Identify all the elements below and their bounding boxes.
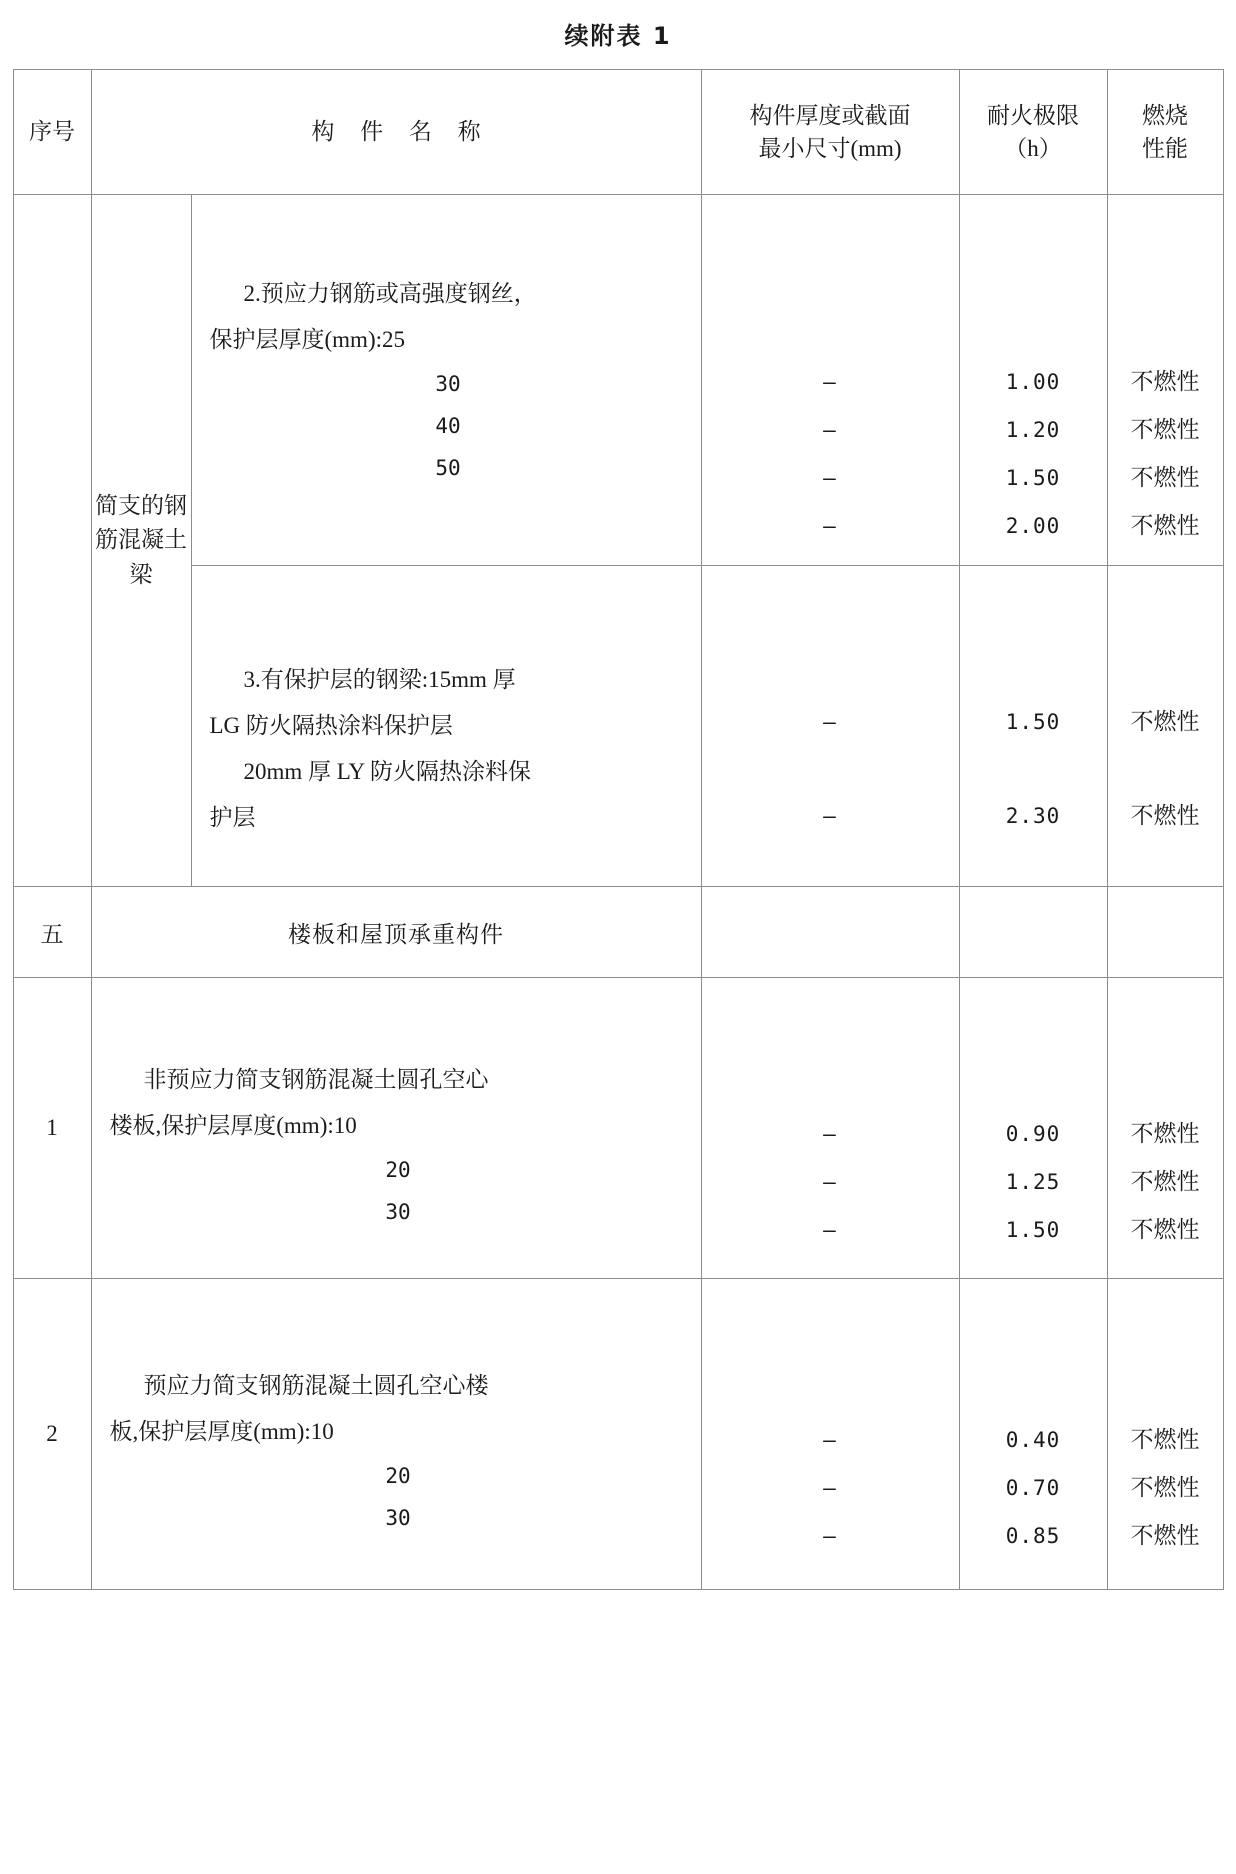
item2-limit-2: 0.85 — [1005, 1524, 1061, 1548]
block1-title-line1: 2.预应力钢筋或高强度钢丝， — [243, 281, 537, 306]
block2-burn-1: 不燃性 — [1130, 803, 1200, 828]
block2-thickness-0: — — [823, 710, 837, 734]
block-burn-cell-1 — [1107, 195, 1223, 566]
block2-title-line1: 3.有保护层的钢梁:15mm 厚 — [243, 667, 516, 692]
item2-title-line1: 预应力简支钢筋混凝土圆孔空心楼 — [143, 1373, 489, 1398]
block1-limit-1: 1.20 — [1005, 418, 1061, 442]
block-name-cell-2 — [191, 566, 701, 887]
item2-sub-30: 30 — [385, 1506, 411, 1530]
item1-limit-2: 1.50 — [1005, 1218, 1061, 1242]
section-limit — [959, 887, 1107, 978]
item1-thickness-1: — — [823, 1170, 837, 1194]
item1-burn-0: 不燃性 — [1130, 1121, 1200, 1146]
header-seq: 序号 — [13, 70, 91, 195]
block2-title-line4: 护层 — [209, 805, 256, 830]
header-name-label: 构 件 名 称 — [311, 119, 491, 145]
header-name — [91, 70, 701, 195]
block2-limit-0: 1.50 — [1005, 710, 1061, 734]
item2-sub-20: 20 — [385, 1464, 411, 1488]
block-burn-cell-2 — [1107, 566, 1223, 887]
block1-sub-40: 40 — [435, 414, 461, 438]
header-thickness — [701, 70, 959, 195]
item1-title-line1: 非预应力简支钢筋混凝土圆孔空心 — [143, 1067, 489, 1092]
header-limit — [959, 70, 1107, 195]
block-thickness-cell-2 — [701, 566, 959, 887]
page-title: 续附表 1 — [564, 22, 672, 50]
item2-burn-1: 不燃性 — [1130, 1475, 1200, 1500]
block2-thickness-1: — — [823, 804, 837, 828]
block1-burn-0: 不燃性 — [1130, 369, 1200, 394]
block2-limit-1: 2.30 — [1005, 804, 1061, 828]
block1-burn-3: 不燃性 — [1130, 513, 1200, 538]
block-limit-cell-2 — [959, 566, 1107, 887]
block1-thickness-3: — — [823, 514, 837, 538]
table-row — [13, 1279, 1223, 1590]
item2-limit-0: 0.40 — [1005, 1428, 1061, 1452]
item1-seq: 1 — [13, 978, 91, 1279]
item1-thickness-cell — [701, 978, 959, 1279]
table-header-row — [13, 70, 1223, 195]
section-title: 楼板和屋顶承重构件 — [91, 887, 701, 978]
item2-name-cell — [91, 1279, 701, 1590]
item1-burn-1: 不燃性 — [1130, 1169, 1200, 1194]
header-limit-line1: 耐火极限 — [987, 102, 1079, 128]
item1-thickness-2: — — [823, 1218, 837, 1242]
block1-limit-0: 1.00 — [1005, 370, 1061, 394]
item2-burn-0: 不燃性 — [1130, 1427, 1200, 1452]
item2-burn-cell — [1107, 1279, 1223, 1590]
item2-thickness-2: — — [823, 1524, 837, 1548]
block1-title-line2: 保护层厚度(mm):25 — [209, 327, 405, 352]
block1-thickness-0: — — [823, 370, 837, 394]
block2-burn-0: 不燃性 — [1130, 709, 1200, 734]
item2-thickness-0: — — [823, 1428, 837, 1452]
table-row — [13, 566, 1223, 887]
item1-title-line2: 楼板,保护层厚度(mm):10 — [109, 1113, 357, 1138]
table-row — [13, 195, 1223, 566]
item2-seq: 2 — [13, 1279, 91, 1590]
header-thickness-line2: 最小尺寸(mm) — [758, 136, 902, 161]
section-burn — [1107, 887, 1223, 978]
group-vertical-label: 简支的钢筋混凝土梁 — [91, 195, 191, 887]
item2-limit-1: 0.70 — [1005, 1476, 1061, 1500]
header-burn — [1107, 70, 1223, 195]
section-seq: 五 — [13, 887, 91, 978]
block1-limit-3: 2.00 — [1005, 514, 1061, 538]
block1-thickness-2: — — [823, 466, 837, 490]
item1-limit-cell — [959, 978, 1107, 1279]
header-limit-line2: （h） — [1004, 136, 1062, 161]
table-section-row — [13, 887, 1223, 978]
header-burn-line1: 燃烧 — [1142, 102, 1188, 128]
header-burn-line2: 性能 — [1142, 136, 1188, 161]
item1-name-cell — [91, 978, 701, 1279]
item1-thickness-0: — — [823, 1122, 837, 1146]
block1-thickness-1: — — [823, 418, 837, 442]
item2-burn-2: 不燃性 — [1130, 1523, 1200, 1548]
item1-sub-30: 30 — [385, 1200, 411, 1224]
block2-title-line3: 20mm 厚 LY 防火隔热涂料保 — [243, 759, 532, 784]
item1-burn-2: 不燃性 — [1130, 1217, 1200, 1242]
item2-limit-cell — [959, 1279, 1107, 1590]
table-row — [13, 978, 1223, 1279]
item2-thickness-1: — — [823, 1476, 837, 1500]
item2-thickness-cell — [701, 1279, 959, 1590]
item2-title-line2: 板,保护层厚度(mm):10 — [109, 1419, 334, 1444]
header-thickness-line1: 构件厚度或截面 — [749, 102, 911, 128]
block1-limit-2: 1.50 — [1005, 466, 1061, 490]
block-limit-cell-1 — [959, 195, 1107, 566]
fire-resistance-table — [13, 69, 1224, 1590]
section-thickness — [701, 887, 959, 978]
item1-burn-cell — [1107, 978, 1223, 1279]
block-name-cell-1 — [191, 195, 701, 566]
block2-title-line2: LG 防火隔热涂料保护层 — [209, 713, 453, 738]
item1-sub-20: 20 — [385, 1158, 411, 1182]
block1-burn-1: 不燃性 — [1130, 417, 1200, 442]
block1-sub-30: 30 — [435, 372, 461, 396]
block1-sub-50: 50 — [435, 456, 461, 480]
item1-limit-0: 0.90 — [1005, 1122, 1061, 1146]
group-seq — [13, 195, 91, 887]
block1-burn-2: 不燃性 — [1130, 465, 1200, 490]
block-thickness-cell-1 — [701, 195, 959, 566]
item1-limit-1: 1.25 — [1005, 1170, 1061, 1194]
